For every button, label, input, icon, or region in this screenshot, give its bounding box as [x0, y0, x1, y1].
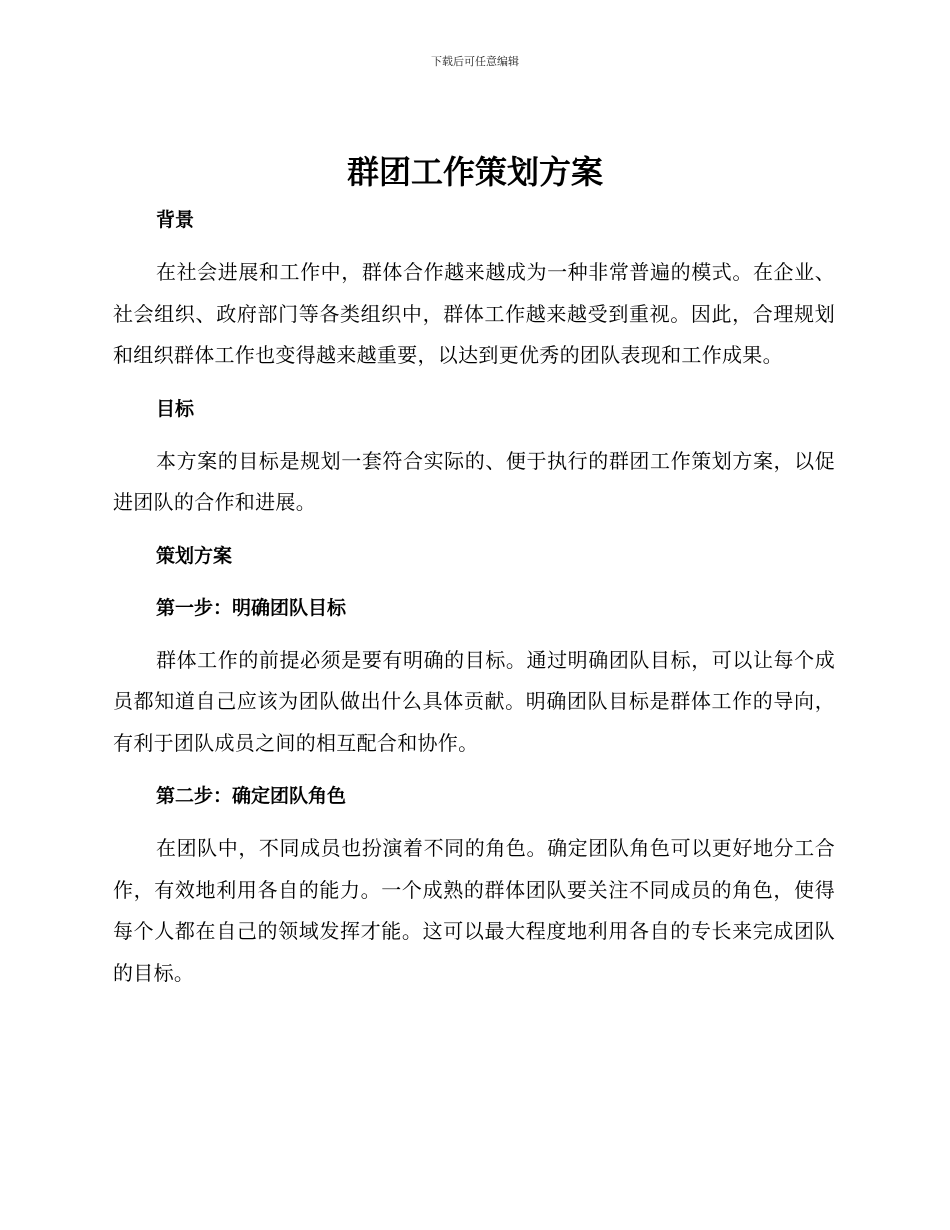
page-header-note: 下载后可任意编辑	[431, 55, 519, 68]
section-paragraph-background: 在社会进展和工作中，群体合作越来越成为一种非常普遍的模式。在企业、社会组织、政府部门等各类组织中，群体工作越来越受到重视。因此，合理规划和组织群体工作也变得越来越重要，以达到更优秀的团队表现和工作成果。	[113, 260, 835, 367]
section-paragraph-goal: 本方案的目标是规划一套符合实际的、便于执行的群团工作策划方案，以促进团队的合作和进展。	[113, 448, 835, 514]
section-heading-plan: 策划方案	[156, 544, 233, 567]
section-heading-step-one: 第一步：明确团队目标	[156, 596, 347, 619]
section-paragraph-step-two: 在团队中，不同成员也扮演着不同的角色。确定团队角色可以更好地分工合作，有效地利用各自的能力。一个成熟的群体团队要关注不同成员的角色，使得每个人都在自己的领域发挥才能。这可以最大程度地利用各自的专长来完成团队的目标。	[113, 836, 835, 985]
section-heading-background: 背景	[156, 209, 195, 231]
section-paragraph-step-one: 群体工作的前提必须是要有明确的目标。通过明确团队目标，可以让每个成员都知道自己应该为团队做出什么具体贡献。明确团队目标是群体工作的导向，有利于团队成员之间的相互配合和协作。	[113, 647, 835, 755]
section-heading-step-two: 第二步：确定团队角色	[156, 785, 347, 807]
document-body	[113, 200, 835, 994]
section-heading-goal: 目标	[156, 397, 195, 420]
document-title: 群团工作策划方案	[346, 153, 603, 191]
